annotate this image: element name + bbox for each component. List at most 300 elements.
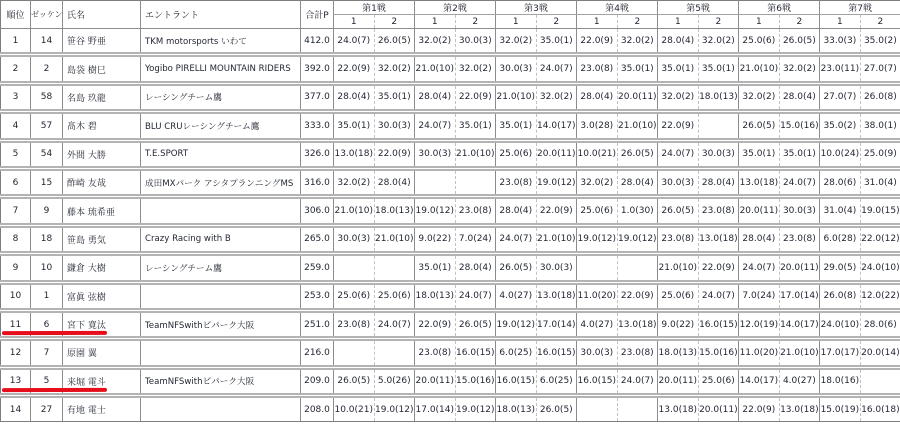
rank-cell: 3 xyxy=(1,83,31,111)
score-cell: 24.0(7) xyxy=(415,112,456,140)
score-cell: 25.0(6) xyxy=(496,140,537,168)
score-cell xyxy=(415,168,456,196)
score-cell: 23.0(8) xyxy=(658,225,699,253)
score-cell: 13.0(18) xyxy=(698,225,739,253)
name-cell: 有地 電士 xyxy=(63,396,141,422)
total-cell: 316.0 xyxy=(301,168,334,196)
score-cell xyxy=(334,339,375,367)
total-cell: 208.0 xyxy=(301,396,334,422)
score-cell: 15.0(19) xyxy=(820,396,861,422)
score-cell: 13.0(18) xyxy=(739,168,780,196)
rank-cell: 14 xyxy=(1,396,31,422)
score-cell: 3.0(28) xyxy=(577,112,618,140)
score-cell xyxy=(577,254,618,282)
score-cell: 24.0(7) xyxy=(617,367,658,395)
heat-header: 1 xyxy=(820,15,861,29)
bib-cell: 6 xyxy=(31,310,63,338)
heat-header: 2 xyxy=(374,15,415,29)
score-cell: 32.0(2) xyxy=(577,168,618,196)
round-header: 第4戦 xyxy=(577,1,658,15)
rank-cell: 13 xyxy=(1,367,31,395)
score-cell: 18.0(13) xyxy=(415,282,456,310)
score-cell: 21.0(10) xyxy=(739,55,780,83)
total-cell: 326.0 xyxy=(301,140,334,168)
score-cell: 18.0(13) xyxy=(496,396,537,422)
score-cell: 21.0(10) xyxy=(496,83,537,111)
entrant-cell: TeamNFSwithビパーク大阪 xyxy=(141,310,301,338)
score-cell: 32.0(2) xyxy=(739,83,780,111)
rank-cell: 4 xyxy=(1,112,31,140)
score-cell: 35.0(1) xyxy=(496,112,537,140)
score-cell: 35.0(1) xyxy=(658,55,699,83)
entrant-cell: BLU CRUレーシングチーム鷹 xyxy=(141,112,301,140)
score-cell: 22.0(9) xyxy=(536,197,577,225)
entrant-cell: TKM motorsports いわて xyxy=(141,29,301,55)
score-cell: 28.0(4) xyxy=(374,168,415,196)
score-cell: 20.0(11) xyxy=(779,254,820,282)
score-cell: 23.0(8) xyxy=(415,339,456,367)
score-cell: 28.0(6) xyxy=(820,168,861,196)
score-cell: 20.0(11) xyxy=(658,367,699,395)
entrant-cell xyxy=(141,282,301,310)
total-cell: 259.0 xyxy=(301,254,334,282)
table-row xyxy=(1,254,900,282)
heat-header: 2 xyxy=(536,15,577,29)
score-cell: 32.0(2) xyxy=(779,55,820,83)
score-cell: 32.0(2) xyxy=(455,55,496,83)
bib-cell: 9 xyxy=(31,197,63,225)
score-cell: 7.0(24) xyxy=(455,225,496,253)
score-cell: 23.0(8) xyxy=(779,225,820,253)
total-cell: 392.0 xyxy=(301,55,334,83)
score-cell: 11.0(20) xyxy=(577,282,618,310)
score-cell: 23.0(11) xyxy=(820,55,861,83)
score-cell: 35.0(1) xyxy=(536,29,577,55)
score-cell: 28.0(4) xyxy=(496,197,537,225)
name-cell: 髙木 碧 xyxy=(63,112,141,140)
score-cell: 26.0(8) xyxy=(860,83,900,111)
score-cell: 20.0(11) xyxy=(617,83,658,111)
score-cell: 35.0(1) xyxy=(779,140,820,168)
bib-cell: 15 xyxy=(31,168,63,196)
bib-cell: 7 xyxy=(31,339,63,367)
score-cell: 19.0(12) xyxy=(536,168,577,196)
total-cell: 333.0 xyxy=(301,112,334,140)
name-cell: 笹谷 野亜 xyxy=(63,29,141,55)
score-cell: 16.0(15) xyxy=(496,367,537,395)
bib-cell: 5 xyxy=(31,367,63,395)
score-cell: 6.0(25) xyxy=(496,339,537,367)
score-cell: 26.0(5) xyxy=(374,29,415,55)
round-header: 第5戦 xyxy=(658,1,739,15)
rank-header: 順位 xyxy=(1,1,31,29)
score-cell: 27.0(7) xyxy=(820,83,861,111)
name-cell: 宮下 寛汰 xyxy=(63,310,141,338)
score-cell: 16.0(15) xyxy=(536,339,577,367)
bib-cell: 58 xyxy=(31,83,63,111)
heat-header: 1 xyxy=(334,15,375,29)
score-cell: 21.0(10) xyxy=(374,225,415,253)
table-row xyxy=(1,197,900,225)
entrant-cell: Yogibo PIRELLI MOUNTAIN RIDERS xyxy=(141,55,301,83)
round-header: 第6戦 xyxy=(739,1,820,15)
score-cell: 14.0(17) xyxy=(739,367,780,395)
table-row xyxy=(1,29,900,55)
heat-header: 1 xyxy=(577,15,618,29)
score-cell: 15.0(16) xyxy=(698,339,739,367)
score-cell: 19.0(12) xyxy=(577,225,618,253)
score-cell xyxy=(617,396,658,422)
score-cell: 30.0(3) xyxy=(779,197,820,225)
score-cell: 16.0(18) xyxy=(860,396,900,422)
score-cell: 33.0(3) xyxy=(820,29,861,55)
score-cell: 23.0(8) xyxy=(577,55,618,83)
score-cell: 20.0(11) xyxy=(698,396,739,422)
score-cell: 15.0(16) xyxy=(779,112,820,140)
round-header: 第7戦 xyxy=(820,1,900,15)
score-cell: 16.0(15) xyxy=(698,310,739,338)
score-cell: 17.0(14) xyxy=(415,396,456,422)
score-cell: 35.0(1) xyxy=(739,140,780,168)
score-cell: 21.0(10) xyxy=(415,55,456,83)
score-cell: 30.0(3) xyxy=(698,140,739,168)
score-cell: 24.0(10) xyxy=(860,254,900,282)
bib-cell: 14 xyxy=(31,29,63,55)
score-cell: 16.0(15) xyxy=(577,367,618,395)
score-cell: 21.0(10) xyxy=(658,254,699,282)
score-cell: 32.0(2) xyxy=(415,29,456,55)
name-cell: 名島 玖龍 xyxy=(63,83,141,111)
score-cell: 30.0(3) xyxy=(536,254,577,282)
score-cell: 32.0(2) xyxy=(617,29,658,55)
entrant-cell: レーシングチーム鷹 xyxy=(141,83,301,111)
bib-cell: 57 xyxy=(31,112,63,140)
name-cell: 原園 翼 xyxy=(63,339,141,367)
score-cell: 35.0(1) xyxy=(698,55,739,83)
score-cell: 28.0(4) xyxy=(617,168,658,196)
score-cell: 35.0(1) xyxy=(415,254,456,282)
score-cell: 6.0(28) xyxy=(820,225,861,253)
score-cell: 31.0(4) xyxy=(860,168,900,196)
score-cell: 13.0(18) xyxy=(617,310,658,338)
score-cell xyxy=(334,254,375,282)
red-marker-underline xyxy=(2,331,107,335)
entrant-cell xyxy=(141,396,301,422)
score-cell: 10.0(21) xyxy=(334,396,375,422)
entrant-cell: T.E.SPORT xyxy=(141,140,301,168)
score-cell: 19.0(12) xyxy=(415,197,456,225)
score-cell: 24.0(7) xyxy=(374,310,415,338)
score-cell: 26.0(8) xyxy=(820,282,861,310)
rank-cell: 11 xyxy=(1,310,31,338)
score-cell: 19.0(12) xyxy=(496,310,537,338)
score-cell: 22.0(9) xyxy=(617,282,658,310)
heat-header: 2 xyxy=(860,15,900,29)
heat-header: 1 xyxy=(658,15,699,29)
score-cell: 32.0(2) xyxy=(658,83,699,111)
score-cell: 13.0(18) xyxy=(536,282,577,310)
score-cell: 27.0(7) xyxy=(860,55,900,83)
score-cell: 7.0(24) xyxy=(739,282,780,310)
table-row xyxy=(1,83,900,111)
score-cell: 1.0(30) xyxy=(617,197,658,225)
score-cell xyxy=(374,254,415,282)
score-cell xyxy=(698,112,739,140)
score-cell: 28.0(4) xyxy=(779,83,820,111)
bib-cell: 1 xyxy=(31,282,63,310)
score-cell xyxy=(455,168,496,196)
name-cell: 島袋 樹巳 xyxy=(63,55,141,83)
score-cell: 19.0(15) xyxy=(860,197,900,225)
score-cell: 21.0(10) xyxy=(617,112,658,140)
score-cell: 4.0(27) xyxy=(577,310,618,338)
score-cell: 35.0(2) xyxy=(820,112,861,140)
bib-cell: 27 xyxy=(31,396,63,422)
entrant-cell: TeamNFSwithビパーク大阪 xyxy=(141,367,301,395)
rank-cell: 6 xyxy=(1,168,31,196)
score-cell: 21.0(10) xyxy=(779,339,820,367)
score-cell: 26.0(5) xyxy=(739,112,780,140)
score-cell: 24.0(7) xyxy=(658,140,699,168)
entrant-cell xyxy=(141,339,301,367)
heat-header: 1 xyxy=(496,15,537,29)
score-cell: 35.0(1) xyxy=(455,112,496,140)
score-cell: 15.0(16) xyxy=(455,367,496,395)
entrant-cell xyxy=(141,197,301,225)
red-marker-underline xyxy=(2,388,107,392)
name-header: 氏名 xyxy=(63,1,141,29)
score-cell: 26.0(5) xyxy=(496,254,537,282)
score-cell: 30.0(3) xyxy=(334,225,375,253)
name-cell: 来堀 電斗 xyxy=(63,367,141,395)
score-cell: 22.0(9) xyxy=(374,140,415,168)
score-cell xyxy=(374,339,415,367)
rank-cell: 2 xyxy=(1,55,31,83)
score-cell: 9.0(22) xyxy=(658,310,699,338)
score-cell: 24.0(7) xyxy=(334,29,375,55)
name-cell: 酢崎 友哉 xyxy=(63,168,141,196)
total-cell: 209.0 xyxy=(301,367,334,395)
score-cell: 14.0(17) xyxy=(536,112,577,140)
score-cell: 22.0(9) xyxy=(415,310,456,338)
heat-header: 2 xyxy=(698,15,739,29)
score-cell: 14.0(17) xyxy=(779,310,820,338)
bib-cell: 10 xyxy=(31,254,63,282)
name-cell: 外間 大勝 xyxy=(63,140,141,168)
name-cell: 鎌倉 大樹 xyxy=(63,254,141,282)
round-header: 第2戦 xyxy=(415,1,496,15)
score-cell: 20.0(14) xyxy=(860,339,900,367)
bib-cell: 54 xyxy=(31,140,63,168)
score-cell: 30.0(3) xyxy=(455,29,496,55)
score-cell: 17.0(14) xyxy=(779,282,820,310)
score-cell: 28.0(4) xyxy=(577,83,618,111)
score-cell: 18.0(13) xyxy=(698,83,739,111)
score-cell: 22.0(12) xyxy=(860,225,900,253)
round-header: 第1戦 xyxy=(334,1,415,15)
score-cell: 22.0(9) xyxy=(455,83,496,111)
score-cell: 28.0(4) xyxy=(658,29,699,55)
bib-header: ゼッケン xyxy=(31,1,63,29)
total-cell: 377.0 xyxy=(301,83,334,111)
bib-cell: 18 xyxy=(31,225,63,253)
score-cell xyxy=(577,396,618,422)
rank-cell: 12 xyxy=(1,339,31,367)
score-cell: 35.0(1) xyxy=(334,112,375,140)
score-cell: 35.0(1) xyxy=(617,55,658,83)
rank-cell: 8 xyxy=(1,225,31,253)
rank-cell: 1 xyxy=(1,29,31,55)
score-cell: 4.0(27) xyxy=(496,282,537,310)
score-cell: 35.0(2) xyxy=(860,29,900,55)
table-row xyxy=(1,225,900,253)
score-cell: 6.0(25) xyxy=(536,367,577,395)
table-row xyxy=(1,55,900,83)
score-cell: 18.0(13) xyxy=(374,197,415,225)
score-cell: 26.0(5) xyxy=(617,140,658,168)
score-cell: 4.0(27) xyxy=(779,367,820,395)
table-row xyxy=(1,168,900,196)
total-cell: 216.0 xyxy=(301,339,334,367)
total-points-header: 合計P xyxy=(301,1,334,29)
score-cell: 32.0(2) xyxy=(334,168,375,196)
name-cell: 藤本 琉希亜 xyxy=(63,197,141,225)
score-cell: 18.0(16) xyxy=(820,367,861,395)
score-cell: 25.0(6) xyxy=(698,367,739,395)
score-cell: 32.0(2) xyxy=(536,83,577,111)
score-cell: 32.0(2) xyxy=(496,29,537,55)
score-cell: 22.0(9) xyxy=(577,29,618,55)
score-cell: 12.0(22) xyxy=(860,282,900,310)
score-cell: 22.0(9) xyxy=(658,112,699,140)
score-cell: 25.0(6) xyxy=(374,282,415,310)
heat-header: 1 xyxy=(739,15,780,29)
score-cell: 16.0(15) xyxy=(455,339,496,367)
total-cell: 306.0 xyxy=(301,197,334,225)
score-cell: 10.0(24) xyxy=(820,140,861,168)
score-cell: 9.0(22) xyxy=(415,225,456,253)
heat-header: 2 xyxy=(455,15,496,29)
name-cell: 笹島 勇気 xyxy=(63,225,141,253)
heat-header: 2 xyxy=(779,15,820,29)
score-cell: 23.0(8) xyxy=(698,197,739,225)
table-row xyxy=(1,140,900,168)
score-cell: 28.0(4) xyxy=(415,83,456,111)
heat-header: 2 xyxy=(617,15,658,29)
rank-cell: 5 xyxy=(1,140,31,168)
score-cell: 32.0(2) xyxy=(374,55,415,83)
score-cell: 28.0(4) xyxy=(739,225,780,253)
score-cell: 28.0(6) xyxy=(860,310,900,338)
score-cell: 17.0(14) xyxy=(536,310,577,338)
score-cell: 24.0(7) xyxy=(739,254,780,282)
score-cell: 25.0(6) xyxy=(577,197,618,225)
score-cell: 22.0(9) xyxy=(334,55,375,83)
total-cell: 253.0 xyxy=(301,282,334,310)
total-cell: 412.0 xyxy=(301,29,334,55)
score-cell: 25.0(9) xyxy=(860,140,900,168)
score-cell: 19.0(12) xyxy=(455,396,496,422)
score-cell: 32.0(2) xyxy=(698,29,739,55)
score-cell: 24.0(7) xyxy=(455,282,496,310)
score-cell: 21.0(10) xyxy=(536,225,577,253)
rank-cell: 10 xyxy=(1,282,31,310)
table-row xyxy=(1,367,900,395)
score-cell: 24.0(7) xyxy=(536,55,577,83)
score-cell: 26.0(5) xyxy=(658,197,699,225)
score-cell: 12.0(19) xyxy=(739,310,780,338)
score-cell: 13.0(18) xyxy=(334,140,375,168)
rank-cell: 7 xyxy=(1,197,31,225)
total-cell: 265.0 xyxy=(301,225,334,253)
score-cell: 21.0(10) xyxy=(334,197,375,225)
score-cell: 10.0(21) xyxy=(577,140,618,168)
score-cell: 30.0(3) xyxy=(415,140,456,168)
table-row xyxy=(1,310,900,338)
score-cell: 13.0(18) xyxy=(779,396,820,422)
score-cell: 19.0(12) xyxy=(374,396,415,422)
score-cell: 26.0(5) xyxy=(779,29,820,55)
score-cell: 38.0(1) xyxy=(860,112,900,140)
score-cell: 28.0(4) xyxy=(698,168,739,196)
score-cell: 20.0(11) xyxy=(536,140,577,168)
table-row xyxy=(1,396,900,422)
score-cell: 23.0(8) xyxy=(455,197,496,225)
table-row xyxy=(1,282,900,310)
score-cell: 30.0(3) xyxy=(658,168,699,196)
score-cell: 20.0(11) xyxy=(415,367,456,395)
entrant-cell: レーシングチーム鷹 xyxy=(141,254,301,282)
score-cell: 25.0(6) xyxy=(739,29,780,55)
score-cell: 18.0(13) xyxy=(658,339,699,367)
score-cell: 24.0(7) xyxy=(698,282,739,310)
rank-cell: 9 xyxy=(1,254,31,282)
score-cell: 25.0(6) xyxy=(334,282,375,310)
score-cell: 19.0(12) xyxy=(617,225,658,253)
score-cell: 26.0(5) xyxy=(536,396,577,422)
table-row xyxy=(1,339,900,367)
score-cell: 30.0(3) xyxy=(374,112,415,140)
round-header: 第3戦 xyxy=(496,1,577,15)
score-cell: 21.0(10) xyxy=(455,140,496,168)
score-cell: 35.0(1) xyxy=(374,83,415,111)
score-cell: 24.0(10) xyxy=(820,310,861,338)
score-cell: 28.0(4) xyxy=(334,83,375,111)
score-cell: 31.0(4) xyxy=(820,197,861,225)
total-cell: 251.0 xyxy=(301,310,334,338)
score-cell: 13.0(18) xyxy=(658,396,699,422)
score-cell xyxy=(617,254,658,282)
entrant-header: エントラント xyxy=(141,1,301,29)
heat-header: 1 xyxy=(415,15,456,29)
score-cell: 26.0(5) xyxy=(455,310,496,338)
score-cell: 26.0(5) xyxy=(334,367,375,395)
score-cell: 20.0(11) xyxy=(739,197,780,225)
entrant-cell: Crazy Racing with B xyxy=(141,225,301,253)
score-cell: 11.0(20) xyxy=(739,339,780,367)
score-cell: 24.0(7) xyxy=(496,225,537,253)
score-cell: 23.0(8) xyxy=(496,168,537,196)
score-cell: 25.0(6) xyxy=(658,282,699,310)
score-cell: 22.0(9) xyxy=(739,396,780,422)
score-cell: 29.0(5) xyxy=(820,254,861,282)
score-cell: 17.0(17) xyxy=(820,339,861,367)
score-cell: 5.0(26) xyxy=(374,367,415,395)
score-cell: 23.0(8) xyxy=(334,310,375,338)
name-cell: 富眞 弦樹 xyxy=(63,282,141,310)
entrant-cell: 成田MXパーク アシタプランニングMS xyxy=(141,168,301,196)
score-cell xyxy=(860,367,900,395)
